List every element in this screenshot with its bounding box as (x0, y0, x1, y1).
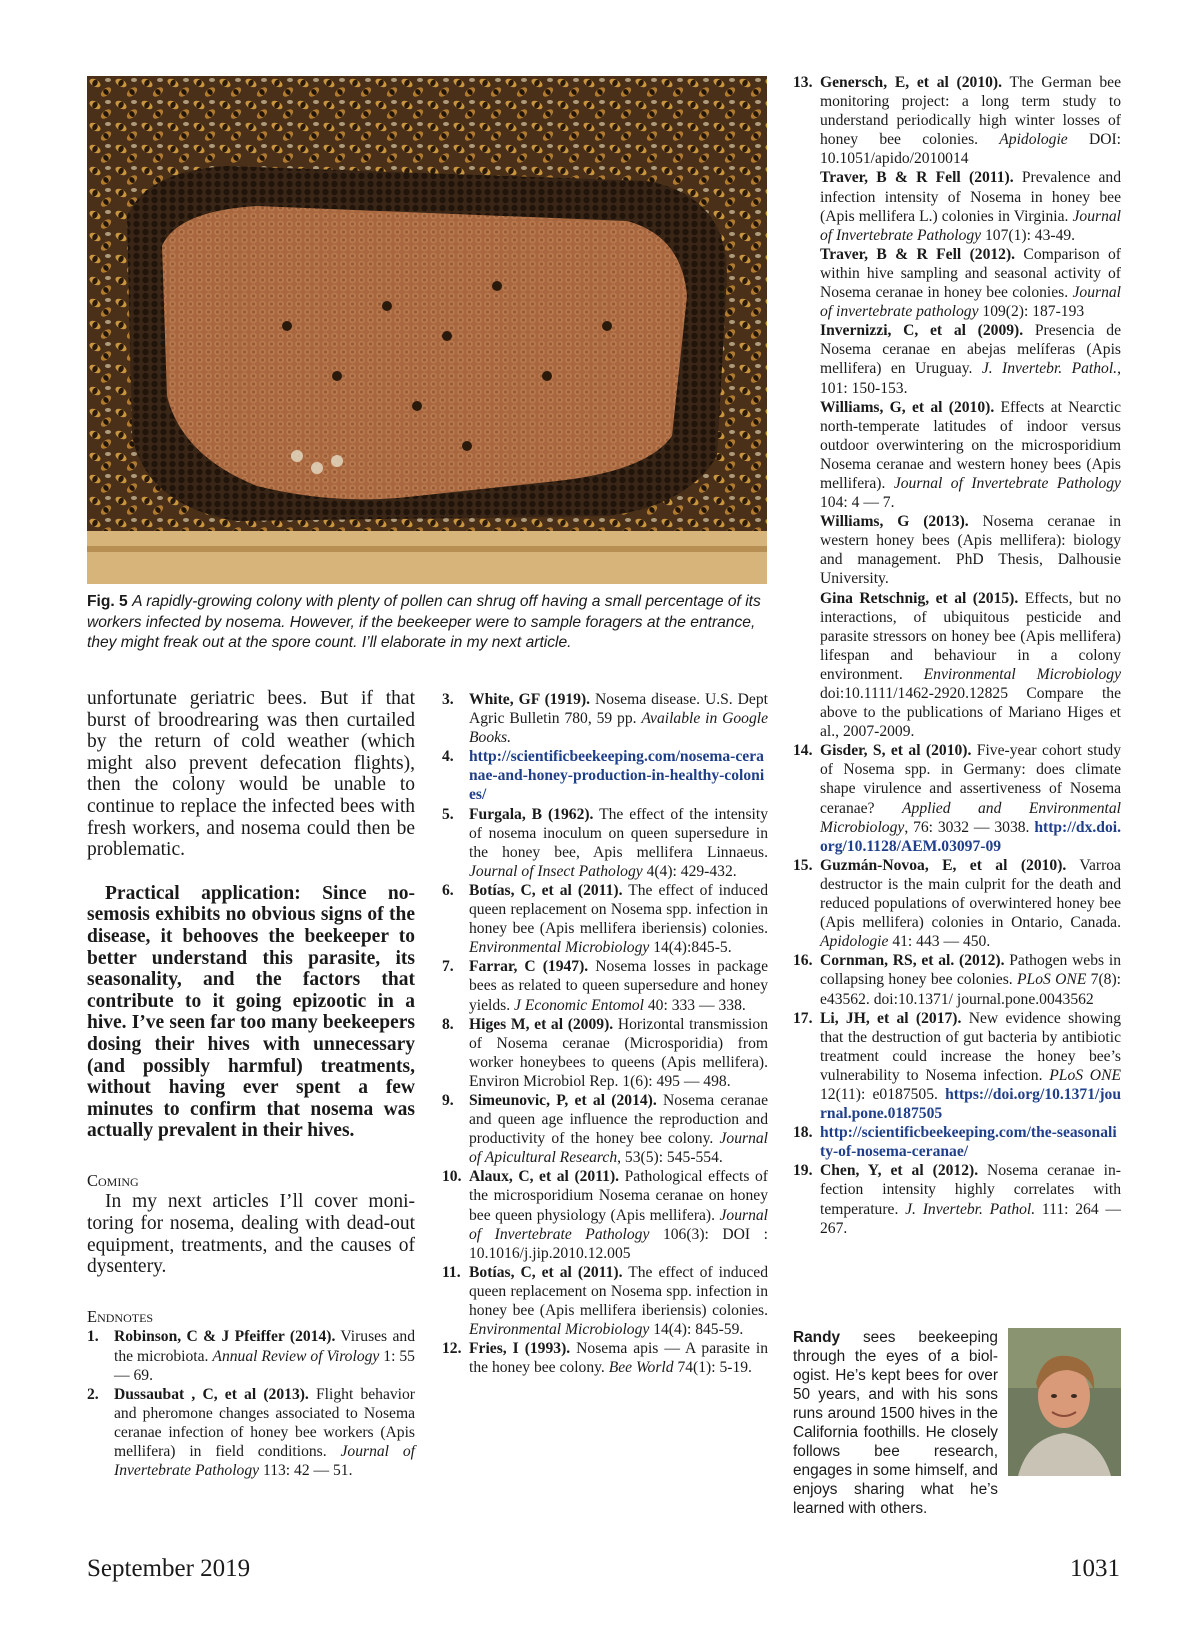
figure-caption (87, 592, 777, 654)
endnote-journal: Journal of Apicultural Research (469, 1130, 768, 1167)
endnote-item (793, 1161, 1121, 1237)
endnote-text: Varroa destructor is the main culprit for the death and reduced populations of overwintered honey bee (Apis mellifera) colonies in Ontario, Canada. (820, 856, 1121, 932)
endnote-journal: Annual Review of Virology (212, 1347, 380, 1365)
endnote-journal: Bee World (608, 1359, 674, 1377)
endnote-journal: J Economic Entomol (514, 996, 644, 1014)
endnote-tail: 4(4): 429-432. (642, 862, 737, 880)
endnote-author: Cornman, RS, et al. (2012). (820, 952, 1005, 970)
endnote-link[interactable]: http://scientificbeekeeping.com/nosema-ceranae-and-honey-production-in-healthy-colonies/ (469, 748, 765, 804)
endnote-link[interactable]: http://dx.doi.org/10.1128/AEM.03097-09 (820, 818, 1121, 855)
endnote-number: 2. (87, 1385, 99, 1403)
endnote-item (442, 1339, 768, 1377)
endnote-journal: Journal of Invertebrate Pathology (114, 1443, 415, 1480)
endnote-text: The effect of the intensity of nosema inoculum on queen supersedure in the honey bee, Apis mellifera Linnaeus. (469, 805, 768, 861)
endnote-text: Nosema ceranae infection intensity highly correlates with temperature. (820, 1162, 1121, 1218)
endnote-item (793, 73, 1121, 168)
endnote-author: Higes M, et al (2009). (469, 1015, 614, 1033)
endnote-item (442, 957, 768, 1014)
endnote-text: Viruses and the microbiota. (114, 1328, 415, 1365)
footer-date: September 2019 (87, 1555, 251, 1582)
endnote-item (442, 1167, 768, 1262)
endnote-author: Botías, C, et al (2011). (469, 881, 623, 899)
endnote-item (442, 805, 768, 881)
endnote-journal: Journal of Insect Pathology (469, 862, 643, 880)
sub-reference (793, 245, 1121, 321)
endnote-tail: 7(8): e43562. doi:10.1371/ journal.pone.0043562 (820, 971, 1121, 1008)
coming-heading: Coming (87, 1170, 139, 1190)
endnote-author: Traver, B & R Fell (2011). (820, 169, 1014, 187)
endnote-text: Nosema apis — A parasite in the honey bee colony. (469, 1340, 768, 1377)
endnote-text: Presencia de Nosema ceranae en abejas melíferas (Apis mellifera) en Uruguay. (820, 322, 1122, 378)
endnote-author: Gisder, S, et al (2010). (820, 742, 972, 760)
endnote-journal: J. Invertebr. Pathol. (905, 1200, 1036, 1218)
endnote-tail: 1: 55 — 69. (114, 1347, 415, 1384)
endnote-tail: 109(2): 187-193 (978, 303, 1085, 321)
endnote-author: Guzmán-Novoa, E, et al (2010). (820, 856, 1067, 874)
endnotes-list-left (87, 1327, 415, 1480)
endnote-number: 17. (793, 1009, 813, 1027)
endnote-author: Fries, I (1993). (469, 1340, 571, 1358)
endnote-tail: 12(11): e0187505. (820, 1085, 946, 1103)
endnote-text: Nosema ceranae in western honey bees (Apis mellifera): biology and management. PhD Thesis, Dalhousie University. (820, 513, 1121, 588)
right-column (793, 73, 1121, 1238)
middle-column (442, 690, 768, 1377)
endnote-journal: Journal of Invertebrate Pathology (469, 1206, 768, 1243)
left-column (87, 688, 415, 1480)
endnote-tail: 14(4): 845-59. (649, 1321, 744, 1339)
endnote-journal: Apidologie (820, 933, 889, 951)
endnote-item (442, 690, 768, 747)
endnote-number: 19. (793, 1162, 813, 1180)
endnote-author: Robinson, C & J Pfeiffer (2014). (114, 1328, 336, 1346)
endnote-journal: J. Invertebr. Pathol. (981, 360, 1118, 378)
endnote-journal: Applied and Environmental Microbiology (820, 799, 1121, 836)
endnote-text: Effects at Nearctic north-temperate latitudes of indoor versus outdoor overwintering on the microsporidium Nosema ceranae and western honey bees (Apis mellifera). (820, 398, 1121, 492)
endnote-item (793, 741, 1121, 856)
endnote-author: Furgala, B (1962). (469, 805, 594, 823)
endnote-number: 1. (87, 1328, 99, 1346)
endnote-journal: Journal of Invertebrate Pathology (820, 207, 1121, 244)
sub-reference (793, 512, 1121, 588)
endnote-text: Pathological effects of the microsporidium Nosema ceranae on honey bee queen physiology (Apis mellifera). (469, 1168, 768, 1224)
endnote-text: Five-year cohort study of Nosema spp. in Germany: does climate shape virulence and assertiveness of Nosema ceranae? (820, 742, 1121, 817)
endnote-journal: PLoS ONE (1049, 1066, 1121, 1084)
endnote-text: The effect of induced queen replacement on Nosema spp. infection in honey bee (Apis mellifera iberiensis) colonies. (469, 881, 768, 938)
author-bio-text: sees beekeeping through the eyes of a biologist. He’s kept bees for over 50 years, and with his sons runs around 1500 hives in the California foothills. He closely follows bee research, engages in some himself, and enjoys sharing what he’s learned with others. (793, 1329, 998, 1517)
endnote-author: Li, JH, et al (2017). (820, 1009, 962, 1027)
endnote-text: Pathogen webs in collapsing honey bee colonies. (820, 952, 1121, 989)
endnote-item (442, 881, 768, 957)
endnote-author: Williams, G (2013). (820, 513, 969, 531)
endnote-journal: Environmental Microbiology (469, 939, 650, 957)
endnotes-list-middle (442, 690, 768, 1377)
endnote-item (442, 1263, 768, 1339)
endnote-tail: 74(1): 5-19. (673, 1359, 752, 1377)
endnote-text: Horizontal transmission of Nosema ceranae (Microsporidia) from worker honeybees to queens (Apis mellifera). Environ Microbiol Rep. 1(6): 495 — 498. (469, 1015, 768, 1090)
endnote-number: 18. (793, 1124, 813, 1142)
sub-reference (793, 321, 1121, 397)
endnote-author: Chen, Y, et al (2012). (820, 1162, 979, 1180)
endnote-tail: 107(1): 43-49. (981, 226, 1076, 244)
endnote-text: The effect of induced queen replacement on Nosema spp. infection in honey bee (Apis mellifera iberiensis) colonies. (469, 1263, 768, 1319)
endnote-item (442, 747, 768, 804)
endnote-number: 10. (442, 1168, 462, 1186)
endnote-number: 16. (793, 952, 813, 970)
endnote-tail: 14(4):845-5. (649, 939, 732, 957)
endnote-text: Flight behavior and pheromone changes associated to Nosema ceranae infection of honey bee workers (Apis mellifera) in field conditions. (114, 1385, 416, 1460)
endnote-number: 13. (793, 74, 813, 91)
endnote-tail: doi:10.1111/1462-2920.12825 Compare the above to the publications of Mariano Higes et al., 2007-2009. (820, 685, 1121, 741)
endnote-item (793, 951, 1121, 1008)
endnotes-list-right (793, 73, 1121, 168)
endnote-tail: 113: 42 — 51. (259, 1462, 353, 1480)
endnote-author: Genersch, E, et al (2010). (820, 74, 1003, 91)
endnote-journal: Journal of invertebrate pathology (820, 284, 1121, 321)
practical-application-paragraph: Practical application: Since nosemosis exhibits no obvious signs of the disease, it behooves the beekeeper to better understand this parasite, its seasonality, and the factors that contribute to it going epizootic in a hive. I’ve seen far too many beekeepers dosing their hives with unnecessary (and possibly harmful) treatments, without having ever spent a few minutes to confirm that nosema was actually prevalent in their hives. (87, 882, 415, 1142)
endnote-number: 9. (442, 1091, 454, 1109)
endnote-item (442, 1015, 768, 1091)
figure-caption-text: A rapidly-growing colony with plenty of pollen can shrug off having a small percentage of its workers infected by nosema. However, if the beekeeper were to sample foragers at the entrance, they might freak out at the spore count. I’ll elaborate in my next article. (87, 593, 761, 651)
endnote-number: 15. (793, 856, 813, 874)
endnote-tail: 106(3): DOI : 10.1016/j.jip.2010.12.005 (469, 1225, 769, 1262)
endnote-author: White, GF (1919). (469, 691, 591, 708)
endnote-text: Nosema ceranae and queen age influence the reproduction and productivity of the honey bee colony. (469, 1091, 768, 1148)
figure-label: Fig. 5 (87, 593, 128, 610)
endnote-item (793, 1009, 1121, 1124)
endnote-author: Botías, C, et al (2011). (469, 1263, 623, 1281)
endnote-journal: Journal of Invertebrate Pathology (893, 474, 1121, 492)
endnote-text: Comparison of within hive sampling and seasonal activity of Nosema ceranae in honey bee colonies. (820, 245, 1121, 302)
endnote-number: 11. (442, 1263, 461, 1281)
endnote-tail: DOI: 10.1051/apido/2010014 (820, 131, 1121, 168)
endnote-author: Invernizzi, C, et al (2009). (820, 322, 1024, 340)
endnote-text: Effects, but no interactions, of ubiquitous pesticide and parasite stressors on honey bee (Apis mellifera) lifespan and behaviour in a colony environment. (820, 589, 1121, 683)
endnote-number: 14. (793, 742, 813, 760)
endnote-number: 7. (442, 958, 454, 976)
author-bio (793, 1328, 998, 1518)
endnote-tail: 104: 4 — 7. (820, 494, 895, 512)
endnote-author: Alaux, C, et al (2011). (469, 1168, 620, 1186)
brood-comb-photo (87, 76, 767, 584)
endnote-number: 4. (442, 748, 454, 766)
endnote-item (793, 856, 1121, 951)
endnotes-heading: Endnotes (87, 1306, 154, 1326)
sub-reference (793, 168, 1121, 244)
author-portrait-illustration (1008, 1328, 1121, 1476)
sub-reference (793, 589, 1121, 742)
coming-paragraph: In my next articles I’ll cover monitoring for nosema, dealing with dead-out equipment, treatments, and the causes of dysentery. (87, 1191, 415, 1278)
endnote-number: 12. (442, 1340, 462, 1358)
brood-comb-illustration (87, 76, 767, 584)
endnote-text: The German bee monitoring project: a long term study to understand periodically high winter losses of honey bee colonies. (820, 74, 1121, 149)
endnotes-list-right-continued (793, 741, 1121, 1237)
endnote-tail: 111: 264 — 267. (820, 1200, 1121, 1237)
endnote-journal: Environmental Microbiology (469, 1321, 650, 1339)
author-name: Randy (793, 1329, 841, 1346)
endnote-tail: , 76: 3032 — 3038. (904, 818, 1030, 836)
endnote-number: 3. (442, 691, 454, 708)
endnote-author: Gina Retschnig, et al (2015). (820, 589, 1019, 607)
endnote-item (87, 1327, 415, 1384)
endnote-author: Farrar, C (1947). (469, 958, 589, 976)
endnote-journal: Apidologie (999, 131, 1068, 149)
endnote-text: Nosema disease. U.S. Dept Agric Bulletin 780, 59 pp. (469, 691, 768, 728)
sub-reference (793, 398, 1121, 513)
endnote-author: Traver, B & R Fell (2012). (820, 245, 1016, 263)
endnote-number: 5. (442, 805, 454, 823)
endnote-journal: Environmental Microbiology (923, 665, 1121, 683)
endnote-journal: PLoS ONE (1017, 971, 1087, 989)
endnote-item (442, 1091, 768, 1167)
author-portrait (1008, 1328, 1121, 1476)
endnote-item (87, 1385, 415, 1480)
endnote-author: Simeunovic, P, et al (2014). (469, 1091, 657, 1109)
endnote-tail: , 53(5): 545-554. (617, 1149, 723, 1167)
endnote-text: Nosema losses in package bees as related to queen supersedure and honey yields. (469, 958, 768, 1014)
endnote-link[interactable]: https://doi.org/10.1371/journal.pone.0187505 (820, 1085, 1121, 1123)
endnote-link[interactable]: http://scientificbeekeeping.com/the-seasonality-of-nosema-ceranae/ (820, 1124, 1117, 1161)
endnote-item (793, 1123, 1121, 1161)
endnote-number: 8. (442, 1015, 454, 1033)
endnote-journal: Available in Google Books. (469, 710, 768, 747)
endnote-tail: , 101: 150-153. (820, 360, 1121, 397)
endnote-number: 6. (442, 881, 454, 899)
endnote-author: Dussaubat , C, et al (2013). (114, 1385, 309, 1403)
endnote-tail: 41: 443 — 450. (888, 933, 991, 951)
endnote-author: Williams, G, et al (2010). (820, 398, 995, 416)
endnote-tail: 40: 333 — 338. (643, 996, 746, 1014)
endnote-text: Prevalence and infection intensity of Nosema in honey bee (Apis mellifera L.) colonies in Virginia. (820, 169, 1121, 225)
body-paragraph: unfortunate geriatric bees. But if that burst of broodrearing was then curtailed by the return of cold weather (which might also prevent defecation flights), then the colony would be unable to continue to replace the infected bees with fresh workers, and nosema could then be problematic. (87, 688, 415, 861)
page-number: 1031 (1070, 1555, 1120, 1582)
endnote-text: New evidence showing that the destruction of gut bacteria by antibiotic treatment could increase the honey bee’s vulnerability to Nosema infection. (820, 1009, 1121, 1084)
